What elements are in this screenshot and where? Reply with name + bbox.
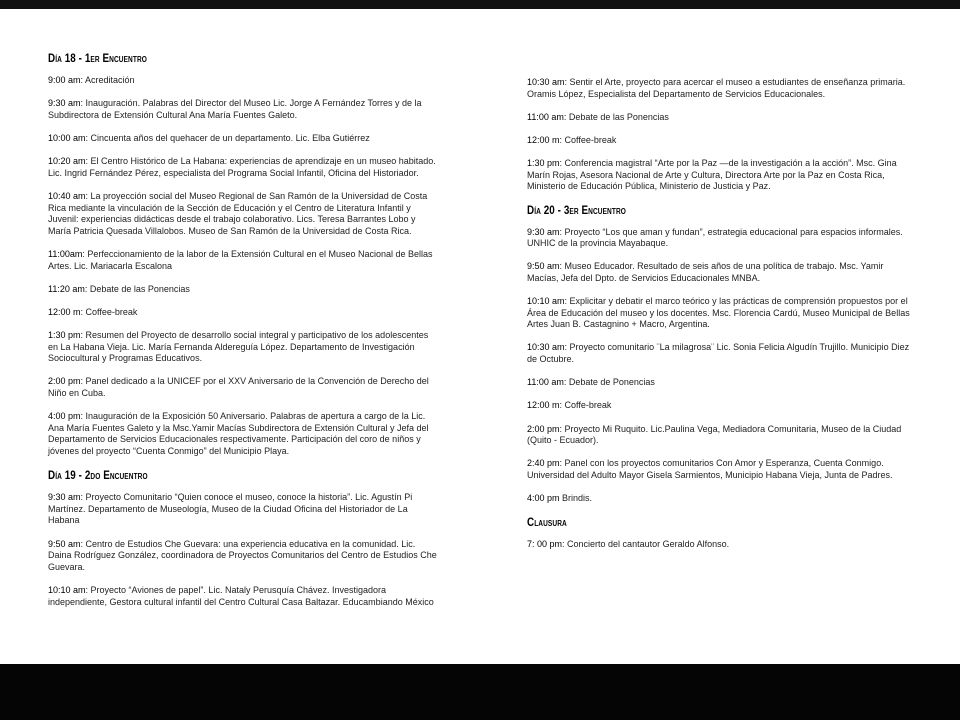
entry-time: 10:30 am [527, 77, 565, 87]
entry-description: : Inauguración. Palabras del Director del Museo Lic. Jorge A Fernández Torres y de la Subdirectora de Extensión Cultural Ana María Fuentes Galeto. [48, 98, 422, 120]
entry-description: : Proyecto Comunitario “Quien conoce el museo, conoce la historia”. Lic. Agustín Pi Martínez. Departamento de Museología, Museo de la Ciudad Oficina del Historiador de La Habana [48, 492, 413, 526]
entry-time: 2:00 pm [48, 376, 81, 387]
entry-time: 7: 00 pm [527, 539, 563, 550]
schedule-entry [527, 135, 915, 147]
schedule-entry [527, 539, 915, 551]
entry-description: : Proyecto comunitario ¨La milagrosa¨ Lic. Sonia Felicia Algudín Trujillo. Municipio Diez de Octubre. [527, 342, 910, 365]
schedule-entry [48, 330, 438, 365]
schedule-entry [527, 493, 915, 505]
schedule-entry [527, 400, 915, 412]
entry-description: : Proyecto Mi Ruquito. Lic.Paulina Vega, Mediadora Comunitaria, Museo de la Ciudad (Quito - Ecuador). [527, 423, 902, 446]
day-18-heading: Día 18 - 1er Encuentro [48, 51, 147, 65]
schedule-entry [527, 424, 915, 447]
entry-description: : Sentir el Arte, proyecto para acercar el museo a estudiantes de enseñanza primaria. Oramis López, Especialista del Departamento de Servicios Educacionales. [527, 77, 906, 99]
entry-time: 11:00am [48, 248, 83, 259]
day-18-schedule [48, 75, 438, 458]
entry-time: 2:00 pm [527, 423, 560, 434]
schedule-entry [48, 376, 438, 399]
entry-time: 9:30 am [48, 98, 81, 109]
schedule-entry [48, 585, 438, 608]
schedule-entry [527, 77, 915, 100]
entry-description: : Acreditación [80, 75, 135, 85]
top-border [0, 0, 960, 9]
entry-description: : Panel con los proyectos comunitarios Con Amor y Esperanza, Cuenta Conmigo. Universidad del Adulto Mayor Gisela Sarmientos, Municipio Habana Vieja, Junta de Padres. [527, 458, 893, 480]
schedule-entry [48, 411, 438, 457]
entry-description: : Proyecto “Aviones de papel”. Lic. Nataly Perusquía Chávez. Investigadora independiente, Gestora cultural infantil del Centro Cultural Casa Baltazar. Educambiando México [48, 584, 434, 607]
entry-time: 10:20 am [48, 156, 86, 167]
closing-schedule [527, 539, 915, 551]
entry-time: 12:00 m [48, 306, 81, 317]
schedule-entry [527, 112, 915, 124]
schedule-entry [48, 307, 438, 319]
entry-time: 10:10 am [527, 296, 565, 307]
entry-time: 10:40 am [48, 190, 86, 201]
day-20-heading: Día 20 - 3er Encuentro [527, 202, 626, 217]
entry-description: : Proyecto “Los que aman y fundan”, estrategia educacional para espacios informales. UNHIC de la provincia Mayabaque. [527, 226, 903, 249]
entry-description: : Inauguración de la Exposición 50 Aniversario. Palabras de apertura a cargo de la Lic. Ana María Fuentes Galeto y la Msc.Yamir Macías Subdirectora de Extensión Cultural y Jefa del Departamento de Servicios Educacionales respectivamente. Participación del coro de niños y jóvenes del proyecto “Cuenta Conmigo” del Municipio Playa. [48, 411, 429, 456]
entry-description: : Concierto del cantautor Geraldo Alfonso. [562, 539, 730, 550]
entry-description: : Conferencia magistral “Arte por la Paz —de la investigación a la acción”. Msc. Gina Marín Rojas, Asesora Nacional de Arte y Cultura, Directora Arte por la Paz en Costa Rica, Ministerio de Educación Pública, Ministerio de Justicia y Paz. [527, 158, 897, 192]
entry-time: 11:00 am [527, 377, 564, 388]
entry-description: : La proyección social del Museo Regional de San Ramón de la Universidad de Costa Rica mediante la vinculación de la Sección de Educación y el Centro de Literatura Infantil y Juvenil: experiencias didácticas desde el trabajo colaborativo. Lics. Teresa Barrantes Lobo y María Patricia Quesada Villalobos. Museo de San Ramón de la Universidad de Costa Rica. [48, 190, 428, 236]
day-20-schedule [527, 227, 915, 505]
entry-time: 9:50 am [48, 538, 81, 549]
day-19-schedule-continued [527, 77, 915, 193]
entry-time: 10:30 am [527, 342, 565, 353]
day-19-heading: Día 19 - 2do Encuentro [48, 468, 148, 483]
schedule-entry [48, 249, 438, 272]
program-page [0, 9, 960, 664]
entry-time: 9:00 am [48, 75, 81, 85]
entry-description: : Coffe-break [559, 400, 612, 411]
entry-description: : Perfeccionamiento de la labor de la Extensión Cultural en el Museo Nacional de Bellas Artes. Lic. Mariacarla Escalona [48, 248, 433, 271]
entry-time: 9:30 am [527, 226, 560, 237]
entry-description: : Coffee-break [80, 306, 138, 317]
schedule-entry [527, 261, 915, 284]
entry-time: 1:30 pm [527, 158, 560, 169]
schedule-entry [48, 492, 438, 527]
schedule-entry [527, 458, 915, 481]
schedule-entry [48, 539, 438, 574]
schedule-entry [527, 342, 915, 365]
entry-description: : Explicitar y debatir el marco teórico y las prácticas de comprensión propuestos por el Área de Educación del museo y los docentes. Msc. Florencia Cardú, Museo Municipal de Bellas Artes Juan B. Castagnino + Macro, Argentina. [527, 296, 910, 330]
entry-time: 10:00 am [48, 132, 86, 143]
entry-description: : El Centro Histórico de La Habana: experiencias de aprendizaje en un museo habitado. Lic. Ingrid Fernández Pérez, especialista del Programa Social Infantil, Oficina del Historiador. [48, 156, 436, 178]
entry-description: : Debate de las Ponencias [84, 283, 190, 294]
entry-description: : Coffee-break [559, 134, 617, 145]
entry-time: 9:50 am [527, 261, 560, 272]
day-19-schedule [48, 492, 438, 608]
entry-time: 9:30 am [48, 492, 81, 503]
schedule-entry [527, 296, 915, 331]
entry-description: : Resumen del Proyecto de desarrollo social integral y participativo de los adolescentes en La Habana Vieja. Lic. María Fernanda Aldereguía López. Departamento de Investigación Sociocultural y Programas Educativos. [48, 330, 429, 364]
schedule-entry [48, 156, 438, 179]
entry-description: : Cincuenta años del quehacer de un departamento. Lic. Elba Gutiérrez [85, 132, 370, 143]
schedule-entry [527, 158, 915, 193]
schedule-entry [527, 377, 915, 389]
schedule-entry [48, 284, 438, 296]
entry-time: 4:00 pm [48, 411, 81, 422]
entry-time: 11:00 am [527, 111, 564, 122]
right-column [527, 9, 915, 563]
bottom-border [0, 664, 960, 720]
schedule-entry [48, 191, 438, 237]
entry-description: : Panel dedicado a la UNICEF por el XXV Aniversario de la Convención de Derecho del Niño en Cuba. [48, 376, 429, 399]
schedule-entry [527, 227, 915, 250]
entry-description: : Museo Educador. Resultado de seis años de una política de trabajo. Msc. Yamir Macías, Jefa del Dpto. de Servicios Educacionales MNBA. [527, 261, 884, 283]
entry-description: : Centro de Estudios Che Guevara: una experiencia educativa en la comunidad. Lic. Daina Rodríguez González, coordinadora de Proyectos Comunitarios del Centro de Estudios Che Guevara. [48, 538, 437, 572]
entry-time: 1:30 pm [48, 330, 81, 341]
schedule-entry [48, 98, 438, 121]
closing-heading: Clausura [527, 515, 567, 530]
entry-description: : Debate de las Ponencias [563, 111, 669, 122]
entry-time: 12:00 m [527, 134, 560, 145]
entry-time: 2:40 pm [527, 458, 560, 469]
entry-description: : Debate de Ponencias [563, 377, 655, 388]
entry-description: Brindis. [559, 493, 593, 504]
schedule-entry [48, 75, 438, 87]
entry-time: 10:10 am [48, 584, 86, 595]
left-column [48, 9, 438, 620]
entry-time: 11:20 am [48, 283, 85, 294]
entry-time: 12:00 m [527, 400, 560, 411]
entry-time: 4:00 pm [527, 493, 560, 504]
schedule-entry [48, 133, 438, 145]
